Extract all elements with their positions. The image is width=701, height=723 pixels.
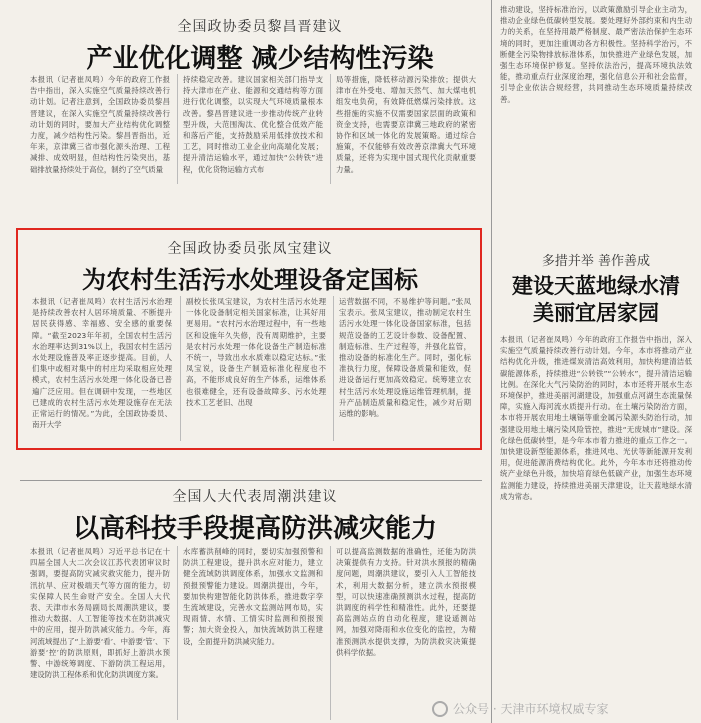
watermark: [432, 700, 608, 717]
article1-col2: 持续稳定改善。建议国家相关部门指导支持大津市在产业、能源和交通结构等方面进行优化调整，以实现大气环境质量根本改善。黎昌晋建议进一步推动传统产业转型升级，大范围淘汰、优化整合低效产能和落后产能，支持鼓励采用低排放技术和工艺，同时推动工业企业向高端化发展；提升清洁运输水平，通过加快“公转铁”进程，优化货物运输方式布: [183, 75, 323, 174]
article2-col1: 本报讯（记者崔凤鸣）农村生活污水治理是持续改善农村人居环境质量、不断提升居民获得感、幸福感、安全感的重要保障。“截至2023年年初，全国农村生活污水治理率达到31%以上，我国农村生活污水处理设施普及率正逐步提高。目前，人们集中或相对集中的村庄均采取相应处理模式，农村生活污水处理一体化设备已普遍广泛应用。但在调研中发现，一些地区已建成的农村生活污水处理设施存在无法正常运行的情况。”为此，全国政协委员、南开大学: [32, 297, 172, 430]
article3-kicker: 全国人大代表周潮洪建议: [172, 489, 338, 505]
article1-col1: 本报讯（记者崔凤鸣）今年的政府工作报告中指出，深入实施空气质量持续改善行动计划。记者注意到，全国政协委员黎昌晋建议，在深入实施空气质量持续改善行动计划的同时，要加大产业结构优化调整力度，减少结构性污染。黎昌晋指出，近年来，京津冀三省市强化源头治理、工程减排、成效明显，但结构性污染突出，基础排放量持续处于高位，制约了空气质量: [30, 75, 170, 174]
wechat-logo-icon: [432, 701, 448, 717]
article1-headline: 产业优化调整 减少结构性污染: [86, 44, 434, 74]
article3-col3: 可以提高监测数据的准确性，还能为防洪决策提供有力支持。针对洪水预报的精确度问题，周潮洪建议，要引入人工智能技术，利用大数据分析，建立洪水预报模型，可以快速准确预测洪水过程，提高防洪调度的科学性和精准性。此外，还要提高监测站点的自动化程度，建设遥测站网，加强对降雨和水位变化的监控，为精准预测洪水提供支撑，为防洪救灾决策提供科学依据。: [336, 547, 476, 657]
article2-col2: 副校长张凤宝建议，为农村生活污水处理一体化设备制定相关国家标准，让其好用更易用。“农村污水治理过程中，有一些地区和设施年久失修，没有周期维护，主要是农村污水处理一体化设备生产制造标准不统一，导致出水水质难以稳定达标。”张凤宝说，设备生产制造标准化程度也不高，不能形成良好的生产体系，运维体系也很难健全，还有设备故障多、污水处理技术工艺老旧、出现: [186, 297, 326, 407]
article4-body: 本报讯（记者崔凤鸣）今年的政府工作报告中指出，深入实施空气质量持续改善行动计划。今年，本市将推动产业结构优化升级，推进煤炭清洁高效利用，加快构建清洁低碳能源体系，持续推进“公转铁”“公转水”，提升清洁运输比例。在深化大气污染防治的同时，本市还将开展水生态环境保护，推进美丽河湖建设，加强重点河湖生态流量保障，实施入海河流水质提升行动。在土壤污染防治方面，本市将开展农用地土壤镉等重金属污染源头防治行动，加强建设用地土壤污染风险管控，推进“无废城市”建设。深化绿色低碳转型，是今年本市着力推进的重点工作之一。加快建设新型能源体系，推进风电、光伏等新能源开发利用，促进能源消费结构优化。此外，今年本市还将推动传统产业绿色升级，加快培育绿色低碳产业，加强生态环境监测能力建设，持续推进美丽天津建设，让天蓝地绿水清成为常态。: [500, 335, 692, 501]
article3-col2: 水库蓄洪削峰的同时，要切实加强预警和防洪工程建设，提升洪水应对能力，建立健全流域防洪调度体系，加强水文监测和预报预警能力建设。周潮洪提出，今年，要加快构建智能化防洪体系，推进数字孪生流域建设，完善水文监测站网布局，实现雨情、水情、工情实时监测和预报预警；加大资金投入，加快流域防洪工程建设，全面提升防洪减灾能力。: [183, 547, 323, 646]
article1-divider1: [177, 74, 178, 184]
article2-divider1: [180, 296, 181, 441]
article2-col3: 运营数据不同，不易维护等问题。”张凤宝表示。张凤宝建议，推动制定农村生活污水处理一体化设备国家标准，包括规范设备的工艺设计参数、设备配置、制造标准、生产过程等，并强化监管，推动设备的标准化生产。同时，强化标准执行力度，保障设备质量和能效，促进设备运行更加高效稳定。统筹建立农村生活污水处理设施运维管理机制，提升产品制造质量和稳定性，减少对后期运维的影响。: [339, 297, 471, 419]
article3-headline: 以高科技手段提高防洪减灾能力: [72, 514, 437, 544]
article1-kicker: 全国政协委员黎昌晋建议: [177, 19, 343, 35]
article4-top-body: 推动建设，坚持标准治污，以政策激励引导企业主动为，推动企业绿色低碳转型发展。要处理好外部约束和内生动力的关系，在坚持用最严格制度、最严密法治保护生态环境的同时，更加注重调动各方积极性。坚持科学治污，不断健全污染物排放标准体系，加快推进产业绿色发展，加强生态环境保护修复。坚持依法治污，提高环境执法效能，推动重点行业深度治理，强化信息公开和社会监督，引导企业依法合规经营，共同推动生态环境质量持续改善。: [500, 5, 692, 104]
article1-divider2: [330, 74, 331, 184]
article4-subkicker: 多措并举 善作善成: [541, 254, 651, 269]
article3-divider1: [177, 546, 178, 720]
article4-headline-line1: 建设天蓝地绿水清: [512, 274, 680, 298]
article2-kicker: 全国政协委员张凤宝建议: [167, 241, 333, 257]
article3-divider2: [330, 546, 331, 720]
article1-col3: 局等措施，降低移动源污染排放；提供大津市在外受电、增加天然气、加大煤电机组发电负荷，有效降低燃煤污染排放。这些措施的实施不仅需要国家层面的政策和资金支持，也需要京津冀三地政府的紧密协作和区域一体化的发展策略。通过综合施策，不仅能够有效改善京津冀大气环境质量，还将为实现中国式现代化贡献重要力量。: [336, 75, 476, 174]
article3-top-rule: [20, 480, 482, 481]
right-column-divider: [491, 0, 492, 723]
article2-headline: 为农村生活污水处理设备定国标: [82, 266, 418, 294]
article3-col1: 本报讯（记者崔凤鸣）习近平总书记在十四届全国人大二次会议江苏代表团审议时强调，要提高防灾减灾救灾能力，提升防汛抗旱、应对极端天气等方面的能力，切实保障人民生命财产安全。全国人大代表、天津市水务局副局长周潮洪建议，要推动大数据、人工智能等技术在防洪减灾中的应用，提升防洪减灾能力。今年，海河流域提出了“上游要‘看’、中游要‘管’、下游要‘控’的防洪原则，即抓好上游洪水预警、中游统筹调度、下游防洪工程运用，建设防洪工程体系和优化防洪调度方案。: [30, 547, 170, 680]
watermark-text: 公众号 · 天津市环境权威专家: [453, 702, 609, 716]
article2-divider2: [333, 296, 334, 441]
article4-headline-line2: 美丽宜居家园: [533, 301, 659, 325]
